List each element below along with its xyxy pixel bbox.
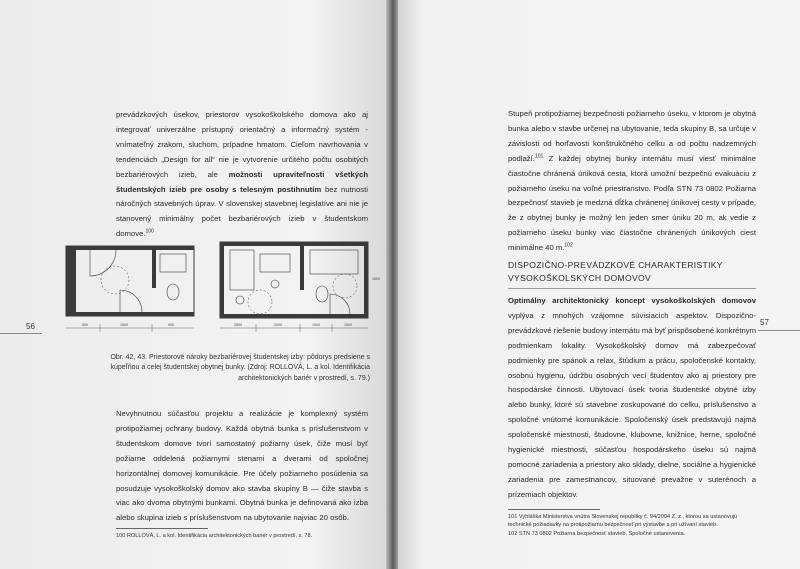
floor-plan-figure (60, 240, 380, 340)
left-page-number-rule (0, 333, 42, 334)
heading-rule (508, 288, 756, 289)
svg-text:2000: 2000 (274, 323, 282, 327)
svg-text:1900: 1900 (312, 323, 320, 327)
left-page-number: 56 (26, 322, 35, 331)
left-second-paragraph: Nevyhnutnou súčasťou projektu a realizácie je komplexný systém protipožiarnej ochrany budovy. Každá obytná bunka s príslušenstvom v študentskom domove tvorí samostatný požiarny úsek, čiže musí byť požiarne oddelená požiarnymi stenami a dverami od spoločnej horizontálnej domovej komunikácie. Pre účely požiarneho posúdenia sa posudzuje vysokoškolský domov ako stavba skupiny B — čiže stavba s viac ako dvoma obytnými bunkami. Obytná bunka je definovaná ako izba alebo skupina izieb s príslušenstvom na ubytovanie najviac 20 osôb. (116, 409, 368, 523)
svg-text:2800: 2800 (234, 323, 242, 327)
right-footnote-101: 101 Vyhláška Ministerstva vnútra Slovenskej republiky č. 94/2004 Z. z., ktorou sa ustanovujú technické požiadavky na protipožiarnu bezpečnosť pri výstavbe a pri užívaní stavieb. (508, 514, 738, 528)
right-footnote-102: 102 STN 73 0802 Požiarna bezpečnosť stavieb. Spoločné ustanovenia. (508, 531, 686, 537)
right-page (398, 0, 800, 569)
section-heading: DISPOZIČNO-PREVÁDZKOVÉ CHARAKTERISTIKY VYSOKOŠKOLSKÝCH DOMOVOV (508, 260, 723, 283)
svg-text:900: 900 (82, 323, 88, 327)
svg-text:1500: 1500 (344, 323, 352, 327)
right-body-paragraph: Optimálny architektonický koncept vysokoškolských domovov vyplýva z mnohých vzájomne súvisiacich aspektov. Dispozično-prevádzkové riešenie budovy internátu má byť prispôsobené konkrétnym podmienkam lokality. Vysokoškolský domov má zabezpečovať podmienky pre spánok a relax, štúdium a prácu, spoločenské kontakty, osobnú hygienu, údržbu osobných vecí študentov ako aj priestory pre hospodárske činnosti. Ubytovací úsek tvoria študentské obytné izby alebo bunky, ktoré sú stavebne zoskupované do celku, príslušenstvo a spoločné vnútorné komunikácie. Spoločenský úsek predstavujú najmä spoločenské miestnosti, študovne, klubovne, knižnice, herne, spoločné hygienické miestnosti, súčasťou hospodárskeho úseku sú najmä pomocné zariadenia a priestory ako sklady, dielne, sociálne a hygienické zariadenia pre zamestnancov, situované prevažne v suterénoch a prízemiach objektov. (508, 296, 756, 499)
svg-text:1500: 1500 (372, 277, 380, 281)
left-footnote: 100 ROLLOVÁ, L. a kol. Identifikácia architektonických bariér v prostredí, s. 78. (116, 533, 313, 539)
left-intro-paragraph: prevádzkových úsekov, priestorov vysokoškolského domova ako aj integrovať univerzálne prístupný orientačný a informačný systém - vnímateľný zrakom, sluchom, prípadne hmatom. Cieľom navrhovania v tendenciách „Design for all“ nie je vytvorenie určitého počtu osobitých bezbariérových izieb, ale možnosti upraviteľnosti všetkých študentských izieb pre osoby s telesným postihnutím bez nutnosti náročných stavebných úprav. V slovenskej stavebnej legislatíve ani nie je stanovený minimálny počet bezbariérových izieb v študentskom domove.$^{100}$ (116, 110, 369, 239)
svg-text:1500: 1500 (120, 323, 128, 327)
svg-text:900: 900 (168, 323, 174, 327)
figure-caption: Obr. 42, 43. Priestorové nároky bezbariérovej študentskej izby: pôdorys predsiene s kúpeľňou a celej študentskej obytnej bunky. (Zdroj: ROLLOVÁ, L. a kol. Identifikácia architektonických bariér v prostredí, s. 79.) (110, 354, 370, 382)
right-top-paragraph: Stupeň protipožiarnej bezpečnosti požiarneho úseku, v ktorom je obytná bunka alebo v stavbe určenej na ubytovanie, teda skupiny B, sa určuje v závislosti od horľavosti konštrukčného celku a od počtu nadzemných podlaží.$^{101}$ Z každej obytnej bunky internátu musí viesť minimálne čiastočne chránená úniková cesta, ktorá umožní bezpečnú evakuáciu z požiarneho úseku na voľné priestranstvo. Podľa STN 73 0802 Požiarna bezpečnosť stavieb je medzná dĺžka chránenej únikovej cesty v prípade, že z obytnej bunky je možný len jeden smer úniku 20 m, ak vedie z požiarneho úseku bunky viac čiastočne chránených únikových ciest minimálne 40 m.$^{102}$ (508, 109, 756, 253)
left-page (0, 0, 388, 569)
right-page-number: 57 (760, 318, 769, 327)
left-footnote-rule (116, 528, 208, 529)
right-page-number-rule (758, 330, 800, 331)
right-footnote-rule (508, 509, 600, 510)
